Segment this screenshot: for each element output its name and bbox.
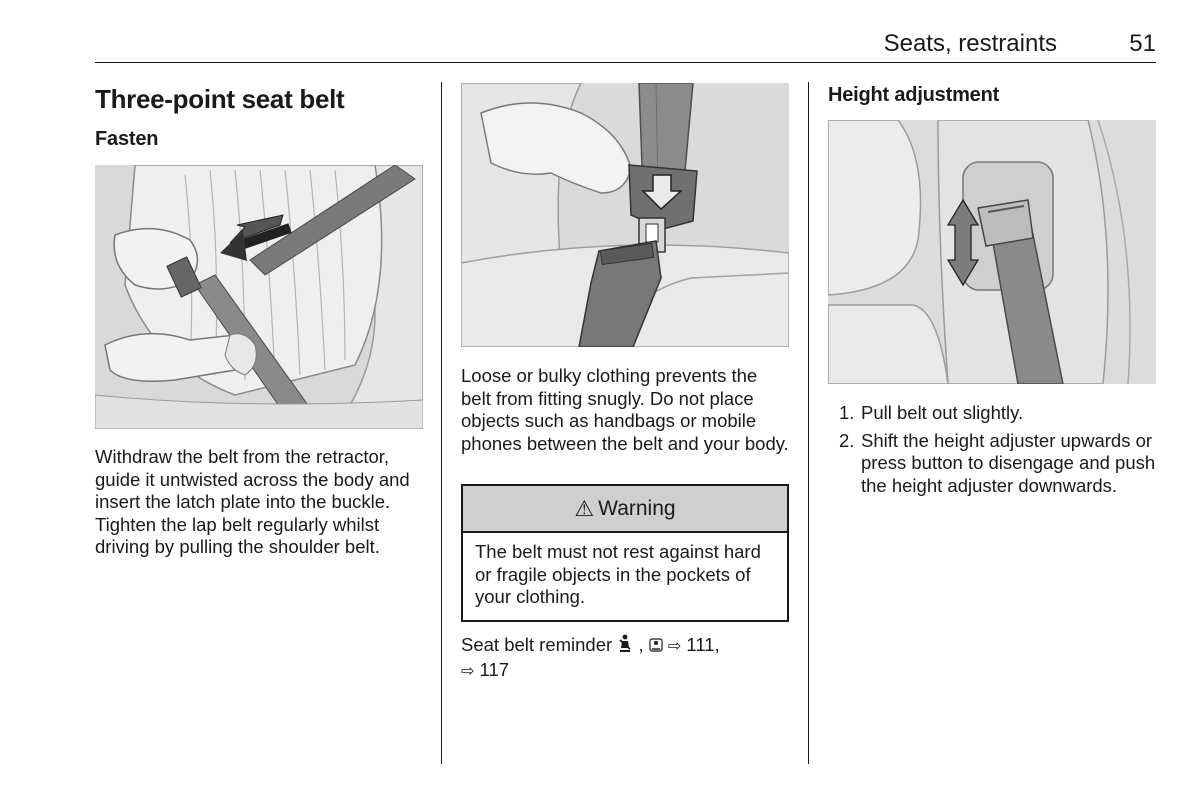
height-adjustment-steps — [839, 402, 1157, 502]
height-adjuster-illustration — [828, 120, 1156, 384]
page-reference-arrow-icon: ⇨ — [461, 662, 475, 680]
step-number: 1. — [839, 402, 855, 423]
header-rule — [95, 62, 1156, 63]
step-number: 2. — [839, 429, 855, 451]
step-text: Shift the height adjuster upwards or press button to disengage and push the height adjuster downwards. — [861, 429, 1156, 496]
step-text: Pull belt out slightly. — [861, 402, 1024, 423]
seatbelt-reminder-icon — [617, 634, 638, 655]
warning-header — [463, 486, 787, 533]
list-item — [839, 430, 1157, 498]
section-title: Three-point seat belt — [95, 84, 345, 114]
warning-box — [461, 484, 789, 622]
page-number: 51 — [1129, 30, 1156, 57]
running-header-section: Seats, restraints — [883, 30, 1057, 57]
warning-title: Warning — [598, 496, 676, 520]
passenger-airbag-icon — [649, 634, 668, 655]
column-divider-1 — [441, 82, 442, 764]
reference-page-1[interactable]: 111, — [686, 634, 720, 655]
reference-page-2[interactable]: 117 — [479, 658, 510, 680]
fasten-belt-illustration — [95, 165, 423, 429]
seat-belt-reminder-reference: Seat belt reminder , ⇨ 111, ⇨ 117 — [461, 634, 791, 683]
clothing-note: Loose or bulky clothing prevents the belt from fitting snugly. Do not place objects such as handbags or mobile phones between the belt and your body. — [461, 365, 789, 454]
warning-triangle-icon: ⚠ — [574, 495, 595, 521]
subsection-title: Fasten — [95, 128, 159, 150]
column-divider-2 — [808, 82, 809, 764]
reminder-label: Seat belt reminder — [461, 634, 613, 655]
height-adjustment-heading: Height adjustment — [828, 84, 1000, 106]
belt-latch-illustration — [461, 83, 789, 347]
fasten-instructions: Withdraw the belt from the retractor, guide it untwisted across the body and insert the latch plate into the buckle. Tighten the lap belt regularly whilst driving by pulling the shoulder belt. — [95, 446, 410, 557]
list-item — [839, 402, 1157, 425]
warning-text: The belt must not rest against hard or fragile objects in the pockets of your clothing. — [475, 541, 761, 607]
page-reference-arrow-icon: ⇨ — [667, 638, 682, 655]
